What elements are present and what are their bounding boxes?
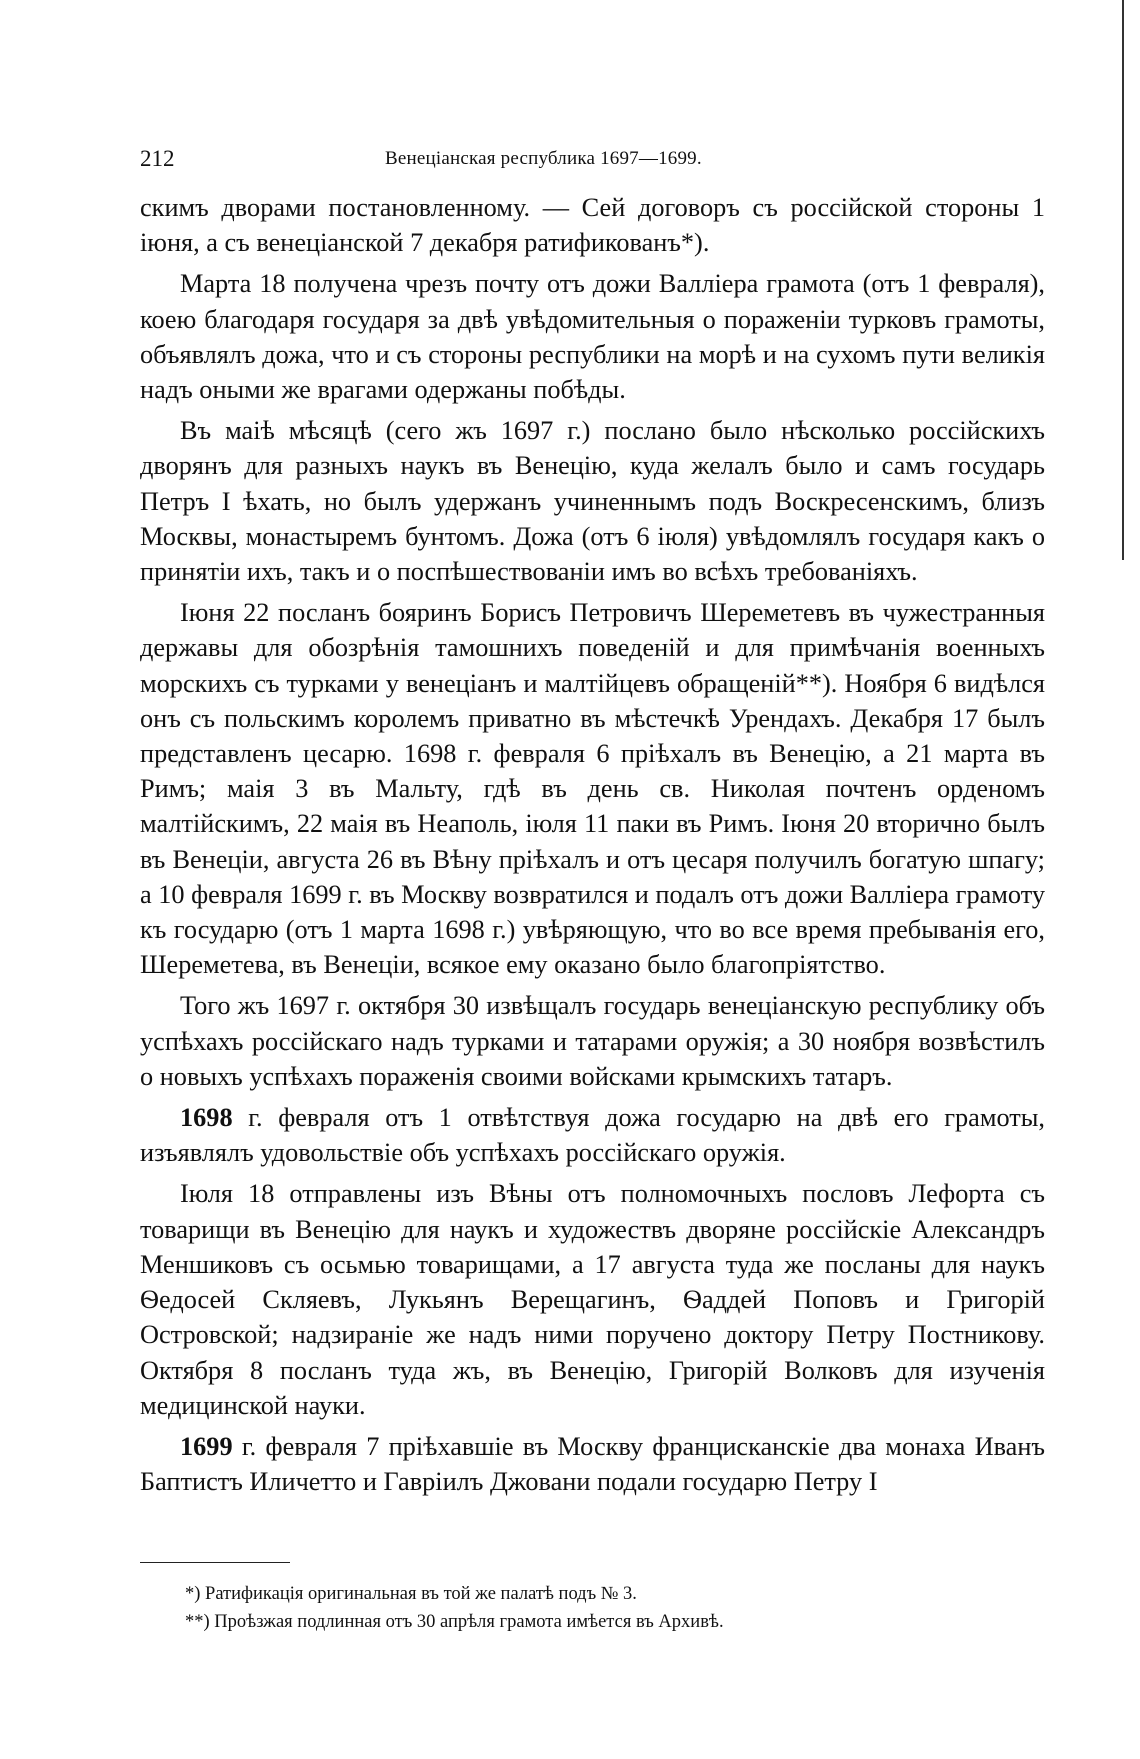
paragraph-text: Іюля 18 отправлены изъ Вѣны отъ полномочныхъ пословъ Лефорта съ товарищи въ Венецію для наукъ и художествъ дворяне россійскіе Александръ Меншиковъ съ осьмью товарищами, а 17 августа туда же посланы для наукъ Ѳедосей Скляевъ, Лукьянъ Верещагинъ, Ѳаддей Поповъ и Григорій Островской; надзираніе же надъ ними поручено доктору Петру Постникову. Октября 8 посланъ туда жъ, въ Венецію, Григорій Волковъ для изученія медицинской науки. xyxy=(140,1179,1045,1420)
paragraph-may xyxy=(140,413,1045,589)
paragraph-1697-october xyxy=(140,988,1045,1094)
footnote-2: **) Проѣзжая подлинная отъ 30 апрѣля грамота имѣется въ Архивѣ. xyxy=(185,1612,724,1632)
scan-edge-line xyxy=(1122,0,1124,560)
page-number: 212 xyxy=(140,146,175,171)
footnote-divider xyxy=(140,1562,290,1563)
paragraph-june-22 xyxy=(140,595,1045,982)
paragraph-march-18 xyxy=(140,266,1045,407)
paragraph-text: г. февраля 7 пріѣхавшіе въ Москву францисканскіе два монаха Иванъ Баптистъ Иличетто и Гавріилъ Джовани подали государю Петру I xyxy=(140,1431,1045,1497)
document-page xyxy=(140,0,1045,1759)
paragraph-text: Іюня 22 посланъ бояринъ Борисъ Петровичъ Шереметевъ въ чужестранныя державы для обозрѣнія тамошнихъ поведеній и для примѣчанія военныхъ морскихъ съ турками у венеціанъ и малтійцевъ обращеній**). Ноября 6 видѣлся онъ съ польскимъ королемъ приватно въ мѣстечкѣ Урендахъ. Декабря 17 былъ представленъ цесарю. 1698 г. февраля 6 пріѣхалъ въ Венецію, а 21 марта въ Римъ; маія 3 въ Мальту, гдѣ въ день св. Николая почтенъ орденомъ малтійскимъ, 22 маія въ Неаполь, іюля 11 паки въ Римъ. Іюня 20 вторично былъ въ Венеціи, августа 26 въ Вѣну пріѣхалъ и отъ цесаря получилъ богатую шпагу; а 10 февраля 1699 г. въ Москву возвратился и подалъ отъ дожи Валліера грамоту къ государю (отъ 1 марта 1698 г.) увѣряющую, что во все время пребыванія его, Шереметева, въ Венеціи, всякое ему оказано было благопріятство. xyxy=(140,598,1045,980)
paragraph-text: Въ маіѣ мѣсяцѣ (сего жъ 1697 г.) послано было нѣсколько россійскихъ дворянъ для разныхъ наукъ въ Венецію, куда желалъ было и самъ государь Петръ I ѣхать, но былъ удержанъ учиненнымъ подъ Воскресенскимъ, близъ Москвы, монастыремъ бунтомъ. Дожа (отъ 6 іюля) увѣдомлялъ государя какъ о принятіи ихъ, такъ и о поспѣшествованіи имъ во всѣхъ требованіяхъ. xyxy=(140,416,1045,587)
paragraph-continuation xyxy=(140,190,1045,260)
paragraph-text: скимъ дворами постановленному. — Сей договоръ съ россійской стороны 1 іюня, а съ венеціанской 7 декабря ратификованъ*). xyxy=(140,193,1045,258)
footnote-1: *) Ратификація оригинальная въ той же палатѣ подъ № 3. xyxy=(185,1584,637,1604)
paragraph-text: Марта 18 получена чрезъ почту отъ дожи Валліера грамота (отъ 1 февраля), коею благодаря государя за двѣ увѣдомительныя о пораженіи турковъ грамоты, объявлялъ дожа, что и съ стороны республики на морѣ и на сухомъ пути великія надъ оными же врагами одержаны побѣды. xyxy=(140,269,1045,405)
running-title: Венеціанская республика 1697—1699. xyxy=(385,148,702,169)
paragraph-1698 xyxy=(140,1100,1045,1170)
paragraph-july-18 xyxy=(140,1176,1045,1422)
body-text xyxy=(140,190,1045,1505)
year-heading: 1699 xyxy=(180,1431,233,1461)
paragraph-text: г. февраля отъ 1 отвѣтствуя дожа государю на двѣ его грамоты, изъявлялъ удовольствіе объ успѣхахъ россійскаго оружія. xyxy=(140,1103,1045,1168)
year-heading: 1698 xyxy=(180,1103,233,1133)
paragraph-1699 xyxy=(140,1429,1045,1499)
paragraph-text: Того жъ 1697 г. октября 30 извѣщалъ государь венеціанскую республику объ успѣхахъ россійскаго надъ турками и татарами оружія; а 30 ноября возвѣстилъ о новыхъ успѣхахъ пораженія своими войсками крымскихъ татаръ. xyxy=(140,991,1045,1091)
footnotes xyxy=(140,1580,1045,1636)
page-header xyxy=(140,146,1045,178)
